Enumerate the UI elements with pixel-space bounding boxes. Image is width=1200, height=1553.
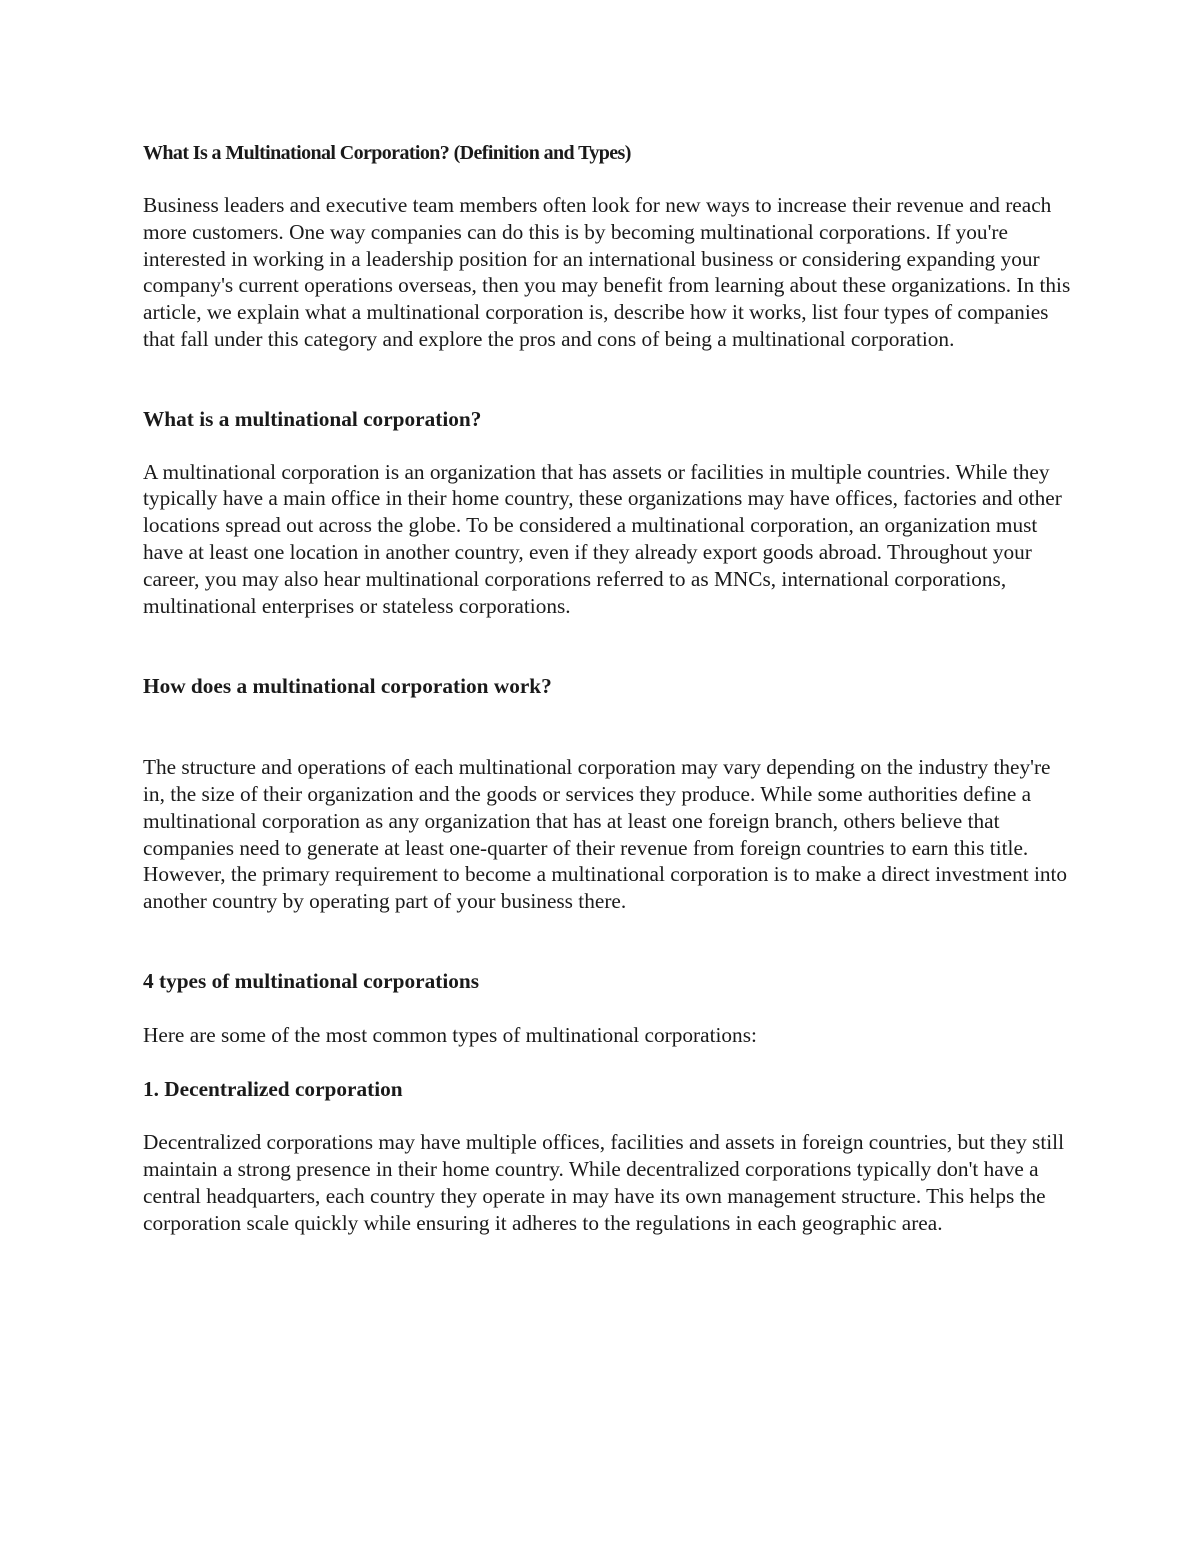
- section-heading-how-it-works: How does a multinational corporation work?: [143, 674, 552, 699]
- document-page: [143, 140, 1073, 1237]
- section-heading-types: 4 types of multinational corporations: [143, 968, 480, 993]
- section-heading-definition: What is a multinational corporation?: [143, 406, 482, 431]
- intro-paragraph: Business leaders and executive team members often look for new ways to increase their revenue and reach more customers. One way companies can do this is by becoming multinational corporations. If you're interested in working in a leadership position for an international business or considering expanding your company's current operations overseas, then you may benefit from learning about these organizations. In this article, we explain what a multinational corporation is, describe how it works, list four types of companies that fall under this category and explore the pros and cons of being a multinational corporation.: [143, 193, 1071, 351]
- section-body-definition: A multinational corporation is an organization that has assets or facilities in multiple countries. While they typically have a main office in their home country, these organizations may have offices, factories and other locations spread out across the globe. To be considered a multinational corporation, an organization must have at least one location in another country, even if they already export goods abroad. Throughout your career, you may also hear multinational corporations referred to as MNCs, international corporations, multinational enterprises or stateless corporations.: [143, 459, 1062, 618]
- section-body-types: Here are some of the most common types of multinational corporations:: [143, 1022, 757, 1047]
- document-title: What Is a Multinational Corporation? (Definition and Types): [143, 142, 631, 164]
- section-heading-decentralized: 1. Decentralized corporation: [143, 1076, 403, 1101]
- section-body-how-it-works: The structure and operations of each multinational corporation may vary depending on the industry they're in, the size of their organization and the goods or services they produce. While some authorities define a multinational corporation as any organization that has at least one foreign branch, others believe that companies need to generate at least one-quarter of their revenue from foreign countries to earn this title. However, the primary requirement to become a multinational corporation is to make a direct investment into another country by operating part of your business there.: [143, 755, 1068, 914]
- section-body-decentralized: Decentralized corporations may have multiple offices, facilities and assets in foreign countries, but they still maintain a strong presence in their home country. While decentralized corporations typically don't have a central headquarters, each country they operate in may have its own management structure. This helps the corporation scale quickly while ensuring it adheres to the regulations in each geographic area.: [143, 1130, 1065, 1235]
